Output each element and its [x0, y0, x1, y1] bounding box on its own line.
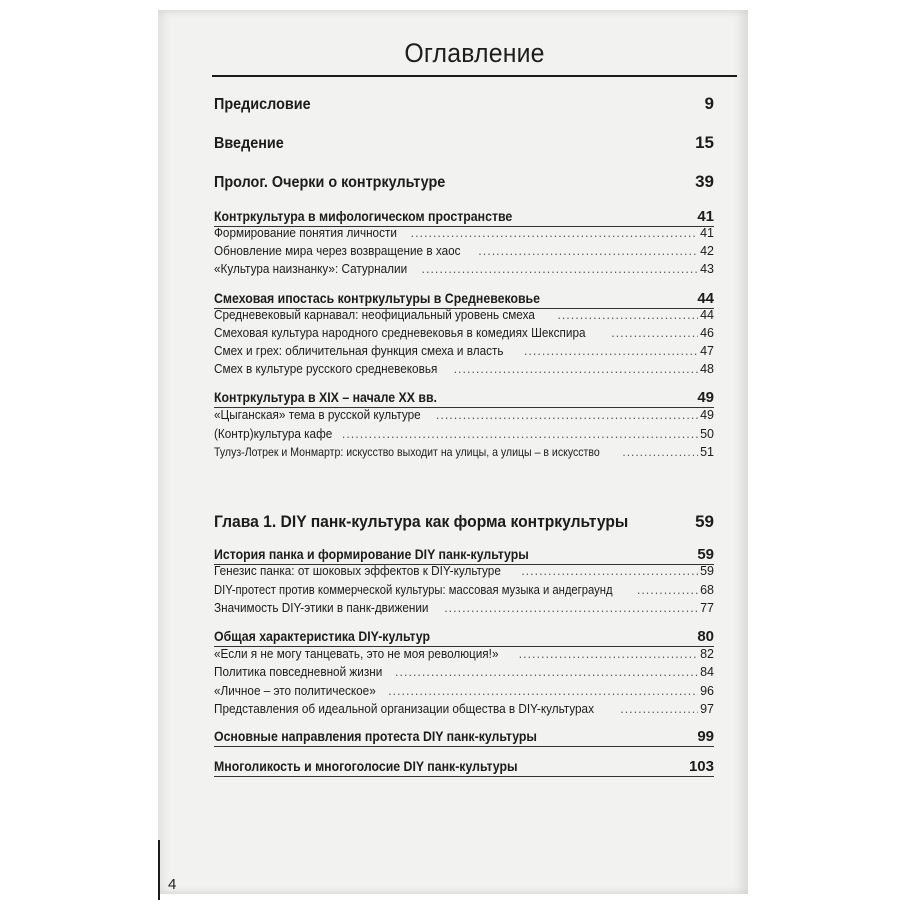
entry-title: Контркультура в мифологическом пространстве — [214, 208, 513, 224]
toc-section-myth[interactable] — [214, 208, 714, 225]
toc-section-punk-history[interactable] — [214, 546, 714, 563]
leader — [521, 564, 698, 578]
entry-page: 43 — [700, 262, 714, 276]
entry-title: Смеховая ипостась контркультуры в Средневековье — [214, 290, 540, 306]
entry-title: Представления об идеальной организации общества в DIY-культурах — [214, 702, 594, 716]
leader — [411, 226, 699, 240]
entry-title: Глава 1. DIY панк-культура как форма контркультуры — [214, 512, 629, 531]
entry-title: Значимость DIY-этики в панк-движении — [214, 601, 429, 615]
entry-title: Основные направления протеста DIY панк-культуры — [214, 728, 537, 744]
entry-page: 39 — [695, 172, 714, 191]
entry-title: Предисловие — [214, 96, 311, 113]
entry-page: 68 — [700, 583, 714, 597]
entry-page: 47 — [700, 344, 714, 358]
leader — [395, 665, 698, 679]
leader — [436, 408, 698, 422]
leader — [620, 702, 698, 716]
section-divider — [214, 746, 714, 747]
title-divider — [212, 75, 737, 77]
entry-title: Генезис панка: от шоковых эффектов к DIY-культуре — [214, 564, 501, 578]
entry-page: 46 — [700, 326, 714, 340]
toc-subentry[interactable] — [214, 564, 714, 578]
page-number: 4 — [168, 876, 177, 893]
toc-subentry[interactable] — [214, 702, 714, 716]
entry-page: 59 — [700, 564, 714, 578]
entry-page: 49 — [697, 389, 714, 406]
leader — [454, 362, 699, 376]
toc-subentry[interactable] — [214, 408, 714, 422]
entry-page: 103 — [688, 758, 714, 775]
entry-page: 51 — [700, 445, 714, 459]
entry-title: Контркультура в XIX – начале XX вв. — [214, 389, 437, 405]
leader — [519, 647, 698, 661]
entry-page: 42 — [700, 244, 714, 258]
toc-subentry[interactable] — [214, 427, 714, 441]
entry-page: 77 — [700, 601, 714, 615]
entry-title: Смех в культуре русского средневековья — [214, 362, 438, 376]
toc-section-protest[interactable] — [214, 728, 714, 745]
entry-page: 84 — [700, 665, 714, 679]
toc-entry-prologue[interactable] — [214, 172, 714, 192]
leader — [444, 601, 698, 615]
entry-title: «Личное – это политическое» — [214, 684, 376, 698]
entry-title: «Культура наизнанку»: Сатурналии — [214, 262, 408, 276]
toc-subentry[interactable] — [214, 326, 714, 340]
entry-title: Смеховая культура народного средневековья в комедиях Шекспира — [214, 326, 586, 340]
toc-subentry[interactable] — [214, 344, 714, 358]
entry-title: «Цыганская» тема в русской культуре — [214, 408, 421, 422]
entry-title: Смех и грех: обличительная функция смеха и власть — [214, 344, 504, 358]
entry-title: Тулуз-Лотрек и Монмартр: искусство выходит на улицы, а улицы – в искусство — [214, 445, 600, 459]
entry-page: 59 — [695, 512, 714, 531]
entry-title: (Контр)культура кафе — [214, 427, 333, 441]
toc-subentry[interactable] — [214, 665, 714, 679]
leader — [342, 427, 698, 441]
leader — [557, 308, 698, 322]
entry-page: 48 — [700, 362, 714, 376]
entry-title: Введение — [214, 135, 284, 152]
entry-title: Формирование понятия личности — [214, 226, 397, 240]
entry-title: Многоликость и многоголосие DIY панк-культуры — [214, 758, 518, 774]
toc-subentry[interactable] — [214, 445, 714, 459]
entry-page: 15 — [695, 133, 714, 152]
toc-entry-intro[interactable] — [214, 133, 714, 153]
entry-title: «Если я не могу танцевать, это не моя революция!» — [214, 647, 499, 661]
entry-page: 99 — [697, 728, 714, 745]
section-divider — [214, 776, 714, 777]
entry-page: 44 — [697, 290, 714, 307]
toc-subentry[interactable] — [214, 308, 714, 322]
entry-page: 9 — [704, 94, 714, 113]
toc-subentry[interactable] — [214, 362, 714, 376]
entry-page: 96 — [700, 684, 714, 698]
toc-subentry[interactable] — [214, 226, 714, 240]
leader — [622, 445, 698, 459]
entry-page: 97 — [700, 702, 714, 716]
leader — [478, 244, 698, 258]
entry-page: 41 — [697, 208, 714, 225]
entry-page: 82 — [700, 647, 714, 661]
toc-section-diversity[interactable] — [214, 758, 714, 775]
toc-subentry[interactable] — [214, 684, 714, 698]
toc-subentry[interactable] — [214, 262, 714, 276]
entry-title: Политика повседневной жизни — [214, 665, 383, 679]
entry-title: Пролог. Очерки о контркультуре — [214, 174, 446, 191]
toc-subentry[interactable] — [214, 601, 714, 615]
toc-subentry[interactable] — [214, 647, 714, 661]
entry-title: Общая характеристика DIY-культур — [214, 628, 431, 644]
leader — [422, 262, 699, 276]
page-title: Оглавление — [404, 38, 545, 68]
leader — [611, 326, 698, 340]
toc-subentry[interactable] — [214, 583, 714, 597]
toc-section-19th-century[interactable] — [214, 389, 714, 406]
entry-title: DIY-протест против коммерческой культуры: массовая музыка и андеграунд — [214, 583, 613, 597]
leader — [388, 684, 698, 698]
toc-section-diy-overview[interactable] — [214, 628, 714, 645]
toc-section-middle-ages[interactable] — [214, 290, 714, 307]
leader — [524, 344, 698, 358]
entry-page: 80 — [697, 628, 714, 645]
entry-page: 44 — [700, 308, 714, 322]
gutter-rule — [158, 840, 160, 900]
toc-entry-preface[interactable] — [214, 94, 714, 114]
entry-page: 49 — [700, 408, 714, 422]
entry-page: 50 — [700, 427, 714, 441]
entry-title: Обновление мира через возвращение в хаос — [214, 244, 461, 258]
toc-subentry[interactable] — [214, 244, 714, 258]
entry-title: История панка и формирование DIY панк-культуры — [214, 546, 529, 562]
toc-chapter-1[interactable] — [214, 512, 714, 532]
entry-title: Средневековый карнавал: неофициальный уровень смеха — [214, 308, 535, 322]
leader — [637, 583, 698, 597]
entry-page: 59 — [697, 546, 714, 563]
entry-page: 41 — [700, 226, 714, 240]
